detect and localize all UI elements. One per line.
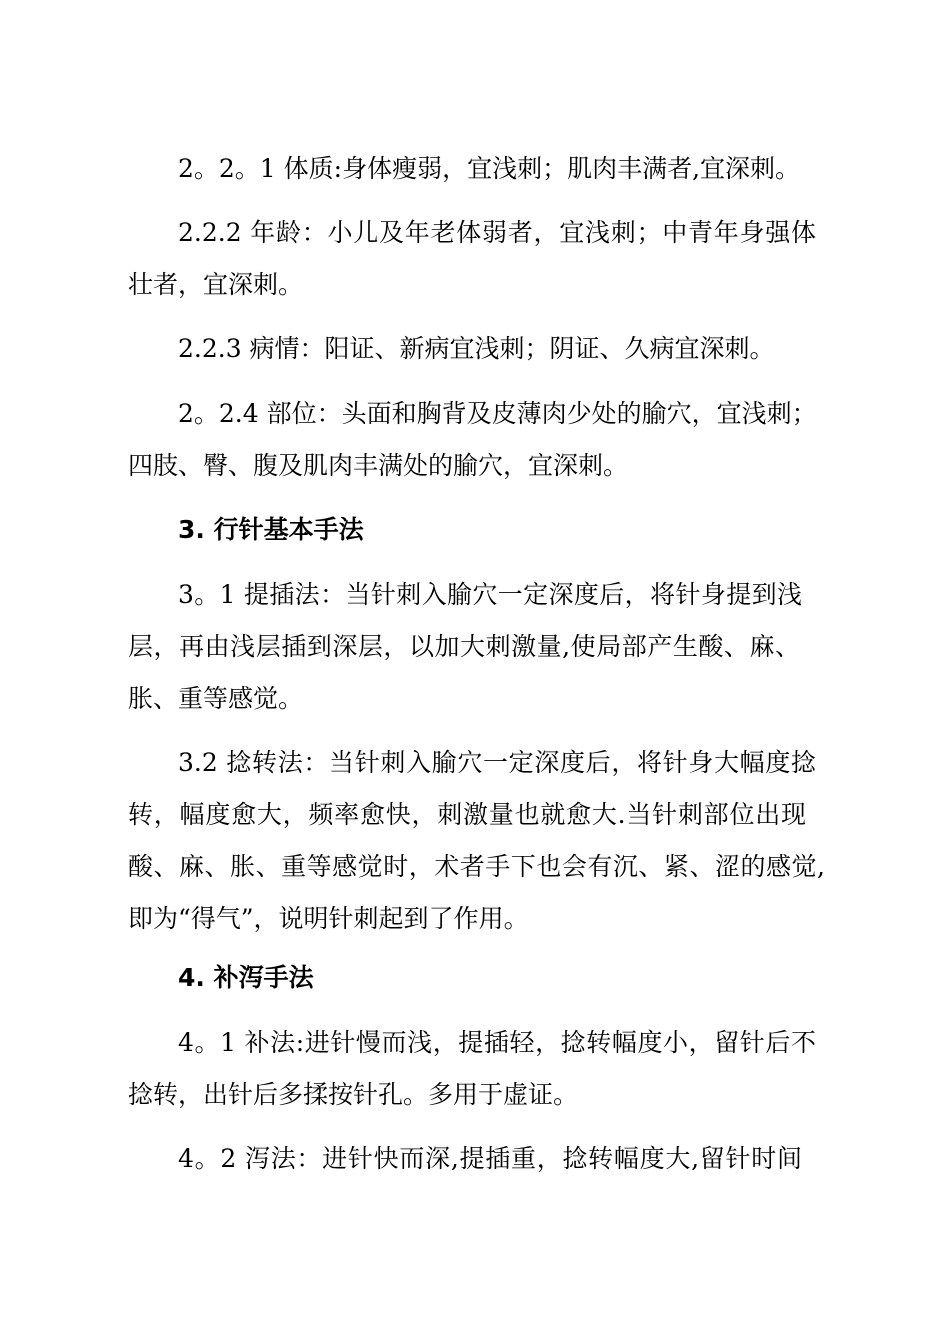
- section-heading-4: 4. 补泻手法: [178, 963, 314, 992]
- para-3-2-line-3: 酸、麻、胀、重等感觉时，术者手下也会有沉、紧、涩的感觉,: [128, 852, 825, 881]
- para-4-1-line-2: 捻转，出针后多揉按针孔。多用于虚证。: [128, 1080, 579, 1109]
- para-3-2-line-1: 3.2 捻转法：当针刺入腧穴一定深度后，将针身大幅度捻: [178, 748, 816, 777]
- para-2-2-2-line-2: 壮者，宜深刺。: [128, 270, 304, 299]
- section-heading-3: 3. 行针基本手法: [178, 515, 364, 544]
- para-2-2-1-line-1: 2。2。1 体质:身体瘦弱，宜浅刺；肌肉丰满者,宜深刺。: [178, 154, 801, 183]
- para-4-2-line-1: 4。2 泻法：进针快而深,提插重，捻转幅度大,留针时间: [178, 1144, 802, 1173]
- para-2-2-2-line-1: 2.2.2 年龄：小儿及年老体弱者，宜浅刺；中青年身强体: [178, 218, 816, 247]
- para-3-1-line-3: 胀、重等感觉。: [128, 684, 304, 713]
- para-2-2-4-line-2: 四肢、臀、腹及肌肉丰满处的腧穴，宜深刺。: [128, 451, 629, 480]
- para-4-1-line-1: 4。1 补法:进针慢而浅，提插轻，捻转幅度小，留针后不: [178, 1028, 816, 1057]
- para-3-2-line-4: 即为“得气”，说明针刺起到了作用。: [128, 904, 529, 933]
- para-2-2-4-line-1: 2。2.4 部位：头面和胸背及皮薄肉少处的腧穴，宜浅刺；: [178, 399, 817, 428]
- para-3-1-line-1: 3。1 提插法：当针刺入腧穴一定深度后，将针身提到浅: [178, 580, 802, 609]
- para-3-1-line-2: 层，再由浅层插到深层，以加大刺激量,使局部产生酸、麻、: [128, 632, 800, 661]
- para-3-2-line-2: 转，幅度愈大，频率愈快，刺激量也就愈大.当针刺部位出现: [128, 800, 806, 829]
- para-2-2-3-line-1: 2.2.3 病情：阳证、新病宜浅刺；阴证、久病宜深刺。: [178, 334, 775, 363]
